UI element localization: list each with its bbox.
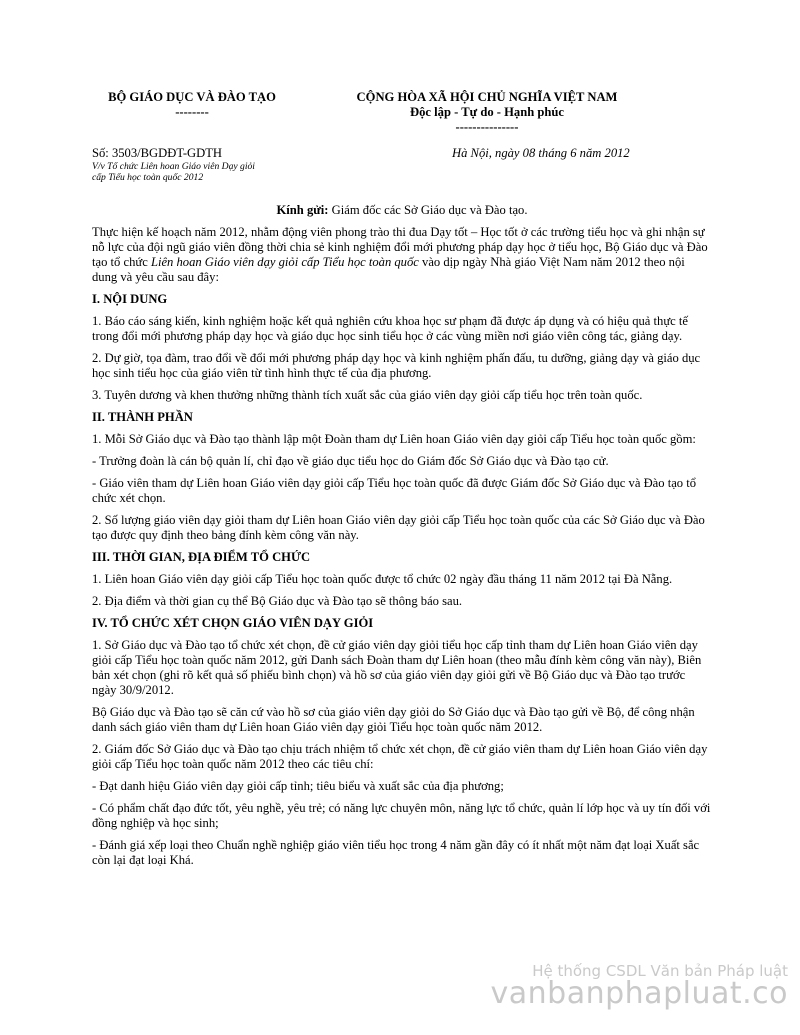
section-2-paragraph-3: - Giáo viên tham dự Liên hoan Giáo viên dạy giỏi cấp Tiểu học toàn quốc đã được Giám đốc Sở Giáo dục và Đào tạo tổ chức xét chọn. xyxy=(92,476,697,505)
issuing-agency xyxy=(92,90,292,120)
watermark-site: vanbanphapluat.co xyxy=(490,976,788,1011)
nation-name: CỘNG HÒA XÃ HỘI CHỦ NGHĨA VIỆT NAM xyxy=(356,90,618,104)
section-2-paragraph-4: 2. Số lượng giáo viên dạy giỏi tham dự Liên hoan Giáo viên dạy giỏi cấp Tiểu học toàn quốc của các Sở Giáo dục và Đào tạo được quy định theo bảng đính kèm công văn này. xyxy=(92,513,705,542)
document-header xyxy=(92,90,712,183)
document-reference xyxy=(92,146,352,183)
document-page xyxy=(92,90,712,867)
intro-paragraph xyxy=(92,225,712,285)
recipient-label: Kính gửi: xyxy=(276,203,329,217)
intro-text-before: Thực hiện kế hoạch năm 2012, nhằm động viên phong trào thi đua Dạy tốt – Học tốt ở các trường tiểu học và ghi nhận sự nỗ lực của đội ngũ giáo viên đồng thời chia sẻ kinh nghiệm đổi mới phương pháp dạy học ở tiểu học, Bộ Giáo dục và Đào tạo tổ chức xyxy=(92,225,708,269)
document-number: Số: 3503/BGDĐT-GDTH xyxy=(92,146,223,160)
section-4-title: IV. TỔ CHỨC XÉT CHỌN GIÁO VIÊN DẠY GIỎI xyxy=(92,616,374,630)
document-body xyxy=(92,203,712,875)
section-4-paragraph-1: 1. Sở Giáo dục và Đào tạo tổ chức xét chọn, đề cử giáo viên dạy giỏi tiểu học cấp tỉnh tham dự Liên hoan Giáo viên dạy giỏi cấp Tiểu học toàn quốc năm 2012, gửi Danh sách Đoàn tham dự Liên hoan (theo mẫu đính kèm công văn này), Biên bản xét chọn (ghi rõ kết quả số phiếu bình chọn) và hồ sơ của giáo viên dạy giỏi gửi về Bộ Giáo dục và Đào tạo trước ngày 30/9/2012. xyxy=(92,638,702,697)
agency-rule: -------- xyxy=(175,105,209,119)
section-3-paragraph-1: 1. Liên hoan Giáo viên dạy giỏi cấp Tiểu học toàn quốc được tổ chức 02 ngày đầu tháng 11 năm 2012 tại Đà Nẵng. xyxy=(92,572,673,586)
section-3-title: III. THỜI GIAN, ĐỊA ĐIỂM TỔ CHỨC xyxy=(92,550,311,564)
section-2-paragraph-1: 1. Mỗi Sở Giáo dục và Đào tạo thành lập một Đoàn tham dự Liên hoan Giáo viên dạy giỏi cấp Tiểu học toàn quốc gồm: xyxy=(92,432,696,446)
section-2-title: II. THÀNH PHẦN xyxy=(92,410,193,424)
section-1-title: I. NỘI DUNG xyxy=(92,292,168,306)
recipient-line xyxy=(92,203,712,218)
section-4-paragraph-3: 2. Giám đốc Sở Giáo dục và Đào tạo chịu trách nhiệm tổ chức xét chọn, đề cử giáo viên tham dự Liên hoan Giáo viên dạy giỏi cấp Tiểu học toàn quốc năm 2012 theo các tiêu chí: xyxy=(92,742,708,771)
section-1-paragraph-1: 1. Báo cáo sáng kiến, kinh nghiệm hoặc kết quả nghiên cứu khoa học sư phạm đã được áp dụng và có hiệu quả thực tế trong đổi mới phương pháp dạy học và giáo dục học sinh tiểu học ở các vùng miền nơi giáo viên công tác, giảng dạy. xyxy=(92,314,688,343)
section-4-paragraph-5: - Có phẩm chất đạo đức tốt, yêu nghề, yêu trẻ; có năng lực chuyên môn, năng lực tổ chức, quản lí lớp học và uy tín đối với đồng nghiệp và học sinh; xyxy=(92,801,711,830)
intro-text-after: vào dịp ngày Nhà giáo Việt Nam năm 2012 theo nội dung và yêu cầu sau đây: xyxy=(92,255,685,284)
national-motto xyxy=(322,90,652,135)
document-subject-line1: V/v Tổ chức Liên hoan Giáo viên Dạy giỏi xyxy=(92,161,255,172)
watermark-caption: Hệ thống CSDL Văn bản Pháp luật xyxy=(532,962,788,980)
section-4-paragraph-4: - Đạt danh hiệu Giáo viên dạy giỏi cấp tỉnh; tiêu biểu và xuất sắc của địa phương; xyxy=(92,779,504,793)
section-1-paragraph-2: 2. Dự giờ, tọa đàm, trao đổi về đổi mới phương pháp dạy học và kinh nghiệm phấn đấu, tu dưỡng, giảng dạy và giáo dục học sinh tiểu học của giáo viên từ tình hình thực tế của địa phương. xyxy=(92,351,701,380)
document-subject-line2: cấp Tiểu học toàn quốc 2012 xyxy=(92,172,204,183)
section-3-paragraph-2: 2. Địa điểm và thời gian cụ thể Bộ Giáo dục và Đào tạo sẽ thông báo sau. xyxy=(92,594,463,608)
agency-name: BỘ GIÁO DỤC VÀ ĐÀO TẠO xyxy=(108,90,276,104)
section-4-paragraph-6: - Đánh giá xếp loại theo Chuẩn nghề nghiệp giáo viên tiểu học trong 4 năm gần đây có ít nhất một năm đạt loại Xuất sắc còn lại đạt loại Khá. xyxy=(92,838,700,867)
recipient-text: Giám đốc các Sở Giáo dục và Đào tạo. xyxy=(328,203,528,217)
document-date: Hà Nội, ngày 08 tháng 6 năm 2012 xyxy=(452,146,630,160)
section-2-paragraph-2: - Trưởng đoàn là cán bộ quản lí, chỉ đạo về giáo dục tiểu học do Giám đốc Sở Giáo dục và Đào tạo cử. xyxy=(92,454,609,468)
motto-rule: --------------- xyxy=(455,120,519,134)
intro-event-name: Liên hoan Giáo viên dạy giỏi cấp Tiểu học toàn quốc xyxy=(150,255,419,269)
motto-text: Độc lập - Tự do - Hạnh phúc xyxy=(410,105,564,119)
section-1-paragraph-3: 3. Tuyên dương và khen thưởng những thành tích xuất sắc của giáo viên dạy giỏi cấp tiểu học trên toàn quốc. xyxy=(92,388,643,402)
section-4-paragraph-2: Bộ Giáo dục và Đào tạo sẽ căn cứ vào hồ sơ của giáo viên dạy giỏi do Sở Giáo dục và Đào tạo gửi về Bộ, để công nhận danh sách giáo viên tham dự Liên hoan Giáo viên dạy giỏi Tiểu học toàn quốc năm 2012. xyxy=(92,705,695,734)
